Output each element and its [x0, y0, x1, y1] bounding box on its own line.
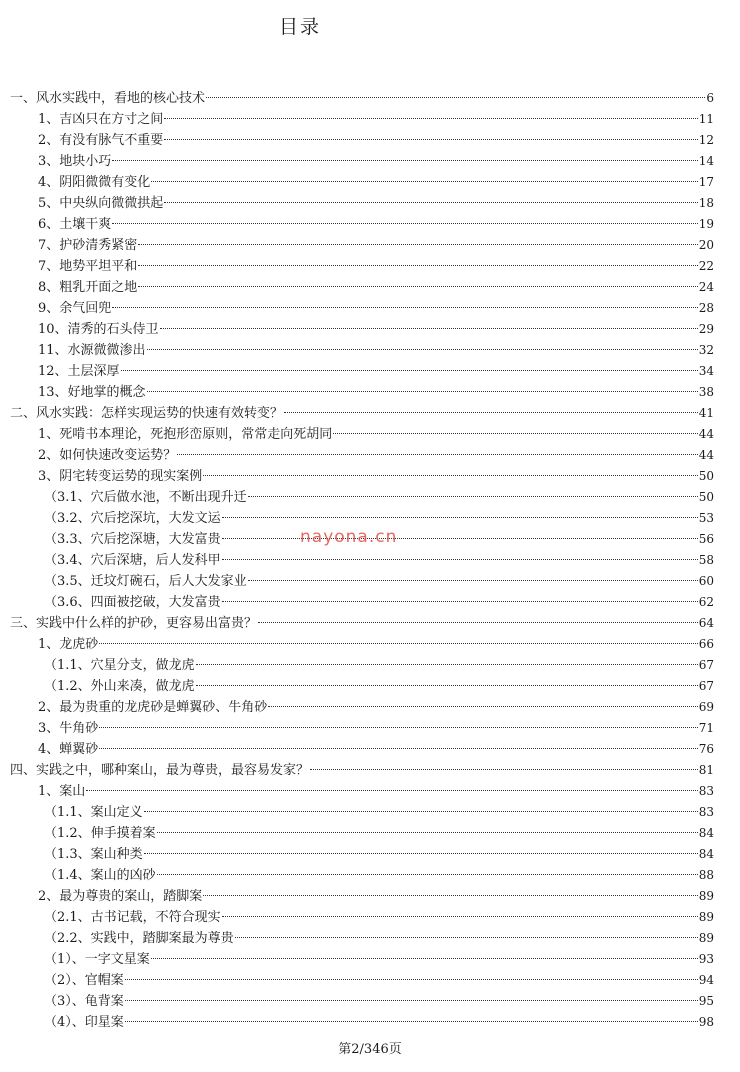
- toc-leader-dots: [164, 118, 697, 119]
- toc-entry[interactable]: [10, 739, 714, 760]
- toc-leader-dots: [160, 328, 698, 329]
- toc-leader-dots: [151, 181, 697, 182]
- toc-entry-title: 5、中央纵向微微拱起: [38, 196, 164, 211]
- toc-entry-title: 三、实践中什么样的护砂，更容易出富贵？: [10, 616, 258, 631]
- toc-entry-page: 44: [698, 427, 714, 441]
- toc-entry[interactable]: [10, 655, 714, 676]
- toc-leader-dots: [86, 790, 697, 791]
- toc-leader-dots: [121, 370, 698, 371]
- toc-entry[interactable]: [10, 298, 714, 319]
- toc-leader-dots: [222, 601, 698, 602]
- toc-entry[interactable]: [10, 466, 714, 487]
- toc-leader-dots: [125, 1021, 698, 1022]
- toc-leader-dots: [99, 748, 697, 749]
- toc-entry-title: （3.1、穴后做水池，不断出现升迁: [44, 490, 247, 505]
- toc-entry[interactable]: [10, 697, 714, 718]
- toc-entry-title: 4、阴阳微微有变化: [38, 175, 151, 190]
- toc-leader-dots: [144, 853, 698, 854]
- toc-entry[interactable]: [10, 235, 714, 256]
- toc-entry-page: 89: [698, 910, 714, 924]
- toc-entry[interactable]: [10, 130, 714, 151]
- toc-leader-dots: [248, 580, 698, 581]
- toc-entry-page: 62: [698, 595, 714, 609]
- toc-entry-title: 2、最为贵重的龙虎砂是蝉翼砂、牛角砂: [38, 700, 268, 715]
- toc-entry[interactable]: [10, 214, 714, 235]
- toc-entry-title: 13、好地掌的概念: [38, 385, 146, 400]
- toc-leader-dots: [203, 895, 697, 896]
- toc-entry[interactable]: [10, 193, 714, 214]
- toc-entry-page: 22: [698, 259, 714, 273]
- toc-entry-title: 二、风水实践：怎样实现运势的快速有效转变？: [10, 406, 284, 421]
- toc-leader-dots: [157, 832, 698, 833]
- toc-entry[interactable]: [10, 634, 714, 655]
- toc-entry-page: 94: [698, 973, 714, 987]
- toc-entry-page: 19: [698, 217, 714, 231]
- toc-entry[interactable]: [10, 151, 714, 172]
- toc-leader-dots: [147, 349, 698, 350]
- toc-leader-dots: [248, 496, 698, 497]
- toc-entry-title: （3）、龟背案: [44, 994, 124, 1009]
- toc-leader-dots: [157, 874, 698, 875]
- toc-entry-page: 88: [698, 868, 714, 882]
- toc-leader-dots: [125, 1000, 698, 1001]
- toc-entry-title: 6、土壤干爽: [38, 217, 112, 232]
- toc-entry-title: 3、地块小巧: [38, 154, 112, 169]
- toc-entry-page: 64: [698, 616, 714, 630]
- toc-entry-page: 89: [698, 889, 714, 903]
- toc-leader-dots: [222, 517, 698, 518]
- toc-entry-page: 69: [698, 700, 714, 714]
- toc-leader-dots: [138, 265, 697, 266]
- toc-entry[interactable]: [10, 382, 714, 403]
- toc-entry-page: 67: [698, 658, 714, 672]
- toc-entry[interactable]: [10, 403, 714, 424]
- toc-entry-page: 76: [698, 742, 714, 756]
- toc-entry-page: 17: [698, 175, 714, 189]
- toc-entry-title: （1.2、伸手摸着案: [44, 826, 156, 841]
- toc-entry-page: 14: [698, 154, 714, 168]
- toc-leader-dots: [222, 538, 698, 539]
- toc-entry-page: 84: [698, 847, 714, 861]
- toc-leader-dots: [112, 160, 697, 161]
- toc-leader-dots: [112, 307, 697, 308]
- toc-entry-title: （1.2、外山来凑，做龙虎: [44, 679, 195, 694]
- toc-leader-dots: [258, 622, 698, 623]
- toc-leader-dots: [310, 769, 698, 770]
- toc-entry-title: （1.4、案山的凶砂: [44, 868, 156, 883]
- toc-entry-page: 50: [698, 490, 714, 504]
- toc-entry-page: 20: [698, 238, 714, 252]
- toc-leader-dots: [177, 454, 697, 455]
- toc-leader-dots: [222, 559, 698, 560]
- toc-entry-page: 11: [698, 112, 714, 126]
- toc-entry[interactable]: [10, 592, 714, 613]
- toc-leader-dots: [147, 391, 698, 392]
- toc-entry[interactable]: [10, 550, 714, 571]
- toc-entry-page: 12: [698, 133, 714, 147]
- toc-entry-page: 32: [698, 343, 714, 357]
- toc-entry-page: 83: [698, 784, 714, 798]
- toc-entry[interactable]: [10, 277, 714, 298]
- toc-leader-dots: [125, 979, 698, 980]
- toc-entry[interactable]: [10, 802, 714, 823]
- toc-entry-title: 四、实践之中，哪种案山，最为尊贵，最容易发家？: [10, 763, 310, 778]
- toc-entry-title: （2.1、古书记载，不符合现实: [44, 910, 221, 925]
- toc-leader-dots: [235, 937, 698, 938]
- toc-entry[interactable]: [10, 676, 714, 697]
- toc-leader-dots: [164, 202, 697, 203]
- toc-entry-page: 83: [698, 805, 714, 819]
- toc-leader-dots: [268, 706, 697, 707]
- toc-entry-page: 6: [706, 91, 714, 105]
- toc-entry[interactable]: [10, 172, 714, 193]
- toc-entry-title: 2、最为尊贵的案山，踏脚案: [38, 889, 203, 904]
- toc-entry[interactable]: [10, 928, 714, 949]
- toc-leader-dots: [333, 433, 697, 434]
- toc-entry-title: 1、吉凶只在方寸之间: [38, 112, 164, 127]
- toc-leader-dots: [164, 139, 697, 140]
- toc-entry[interactable]: [10, 949, 714, 970]
- toc-entry[interactable]: [10, 781, 714, 802]
- toc-entry[interactable]: [10, 361, 714, 382]
- toc-entry-page: 41: [698, 406, 714, 420]
- toc-entry-title: （3.4、穴后深塘，后人发科甲: [44, 553, 221, 568]
- toc-entry-title: 7、护砂清秀紧密: [38, 238, 138, 253]
- toc-entry-title: 1、案山: [38, 784, 86, 799]
- toc-entry[interactable]: [10, 865, 714, 886]
- toc-entry[interactable]: [10, 907, 714, 928]
- toc-entry-title: 9、余气回兜: [38, 301, 112, 316]
- toc-entry-page: 50: [698, 469, 714, 483]
- toc-entry[interactable]: [10, 508, 714, 529]
- toc-entry-title: （3.5、迁坟灯碗石，后人大发家业: [44, 574, 247, 589]
- toc-entry-page: 81: [698, 763, 714, 777]
- toc-entry-title: （4）、印星案: [44, 1015, 124, 1030]
- toc-leader-dots: [151, 958, 698, 959]
- toc-entry[interactable]: [10, 256, 714, 277]
- toc-entry-title: （2.2、实践中，踏脚案最为尊贵: [44, 931, 234, 946]
- toc-entry-title: 11、水源微微渗出: [38, 343, 146, 358]
- toc-entry-title: 7、地势平坦平和: [38, 259, 138, 274]
- toc-leader-dots: [138, 286, 697, 287]
- toc-entry-page: 58: [698, 553, 714, 567]
- toc-entry[interactable]: [10, 88, 714, 109]
- toc-entry[interactable]: [10, 109, 714, 130]
- toc-entry-title: 2、如何快速改变运势？: [38, 448, 177, 463]
- toc-entry-title: （1）、一字文星案: [44, 952, 150, 967]
- toc-entry[interactable]: [10, 760, 714, 781]
- toc-entry-title: （2）、官帽案: [44, 973, 124, 988]
- toc-entry[interactable]: [10, 970, 714, 991]
- toc-entry-page: 28: [698, 301, 714, 315]
- toc-entry[interactable]: [10, 1012, 714, 1033]
- toc-entry-page: 93: [698, 952, 714, 966]
- toc-leader-dots: [138, 244, 697, 245]
- toc-entry[interactable]: [10, 445, 714, 466]
- toc-entry[interactable]: [10, 319, 714, 340]
- toc-entry[interactable]: [10, 718, 714, 739]
- toc-entry-title: 3、牛角砂: [38, 721, 99, 736]
- toc-entry-title: （3.2、穴后挖深坑，大发文运: [44, 511, 221, 526]
- toc-entry-title: （3.6、四面被挖破，大发富贵: [44, 595, 221, 610]
- toc-entry-title: 1、死啃书本理论，死抱形峦原则，常常走向死胡同: [38, 427, 333, 442]
- toc-entry-page: 98: [698, 1015, 714, 1029]
- toc-entry-page: 44: [698, 448, 714, 462]
- toc-leader-dots: [99, 727, 697, 728]
- toc-leader-dots: [196, 664, 698, 665]
- watermark-text: nayona.cn: [300, 527, 398, 547]
- toc-entry-title: 2、有没有脉气不重要: [38, 133, 164, 148]
- toc-entry-page: 66: [698, 637, 714, 651]
- toc-entry-title: （1.1、案山定义: [44, 805, 143, 820]
- toc-entry-title: 8、粗乳开面之地: [38, 280, 138, 295]
- toc-entry[interactable]: [10, 844, 714, 865]
- toc-leader-dots: [144, 811, 698, 812]
- toc-leader-dots: [99, 643, 697, 644]
- toc-entry-page: 18: [698, 196, 714, 210]
- toc-entry-page: 34: [698, 364, 714, 378]
- toc-entry[interactable]: [10, 340, 714, 361]
- toc-leader-dots: [222, 916, 698, 917]
- toc-entry-page: 67: [698, 679, 714, 693]
- page-title: 目录: [278, 16, 321, 38]
- toc-entry[interactable]: [10, 886, 714, 907]
- toc-entry[interactable]: [10, 424, 714, 445]
- toc-entry-page: 89: [698, 931, 714, 945]
- toc-leader-dots: [196, 685, 698, 686]
- toc-entry[interactable]: [10, 991, 714, 1012]
- toc-entry-title: （1.3、案山种类: [44, 847, 143, 862]
- toc-entry-title: 1、龙虎砂: [38, 637, 99, 652]
- toc-entry-title: （3.3、穴后挖深塘，大发富贵: [44, 532, 221, 547]
- toc-entry-page: 95: [698, 994, 714, 1008]
- toc-entry-title: （1.1、穴星分支，做龙虎: [44, 658, 195, 673]
- toc-leader-dots: [112, 223, 697, 224]
- toc-entry-title: 12、土层深厚: [38, 364, 120, 379]
- toc-entry-title: 一、风水实践中，看地的核心技术: [10, 91, 206, 106]
- toc-entry[interactable]: [10, 487, 714, 508]
- toc-entry-page: 56: [698, 532, 714, 546]
- toc-leader-dots: [206, 97, 705, 98]
- toc-entry-title: 3、阴宅转变运势的现实案例: [38, 469, 203, 484]
- toc-entry-page: 84: [698, 826, 714, 840]
- page-footer: 第2/346页: [338, 1042, 402, 1057]
- toc-entry-page: 24: [698, 280, 714, 294]
- toc-entry-title: 10、清秀的石头侍卫: [38, 322, 159, 337]
- toc-entry-page: 38: [698, 385, 714, 399]
- toc-entry[interactable]: [10, 613, 714, 634]
- toc-leader-dots: [203, 475, 697, 476]
- toc-entry[interactable]: [10, 823, 714, 844]
- table-of-contents: [10, 88, 714, 1033]
- toc-entry-title: 4、蝉翼砂: [38, 742, 99, 757]
- toc-entry[interactable]: [10, 571, 714, 592]
- toc-entry-page: 71: [698, 721, 714, 735]
- toc-leader-dots: [284, 412, 698, 413]
- toc-entry-page: 53: [698, 511, 714, 525]
- toc-entry-page: 60: [698, 574, 714, 588]
- toc-entry-page: 29: [698, 322, 714, 336]
